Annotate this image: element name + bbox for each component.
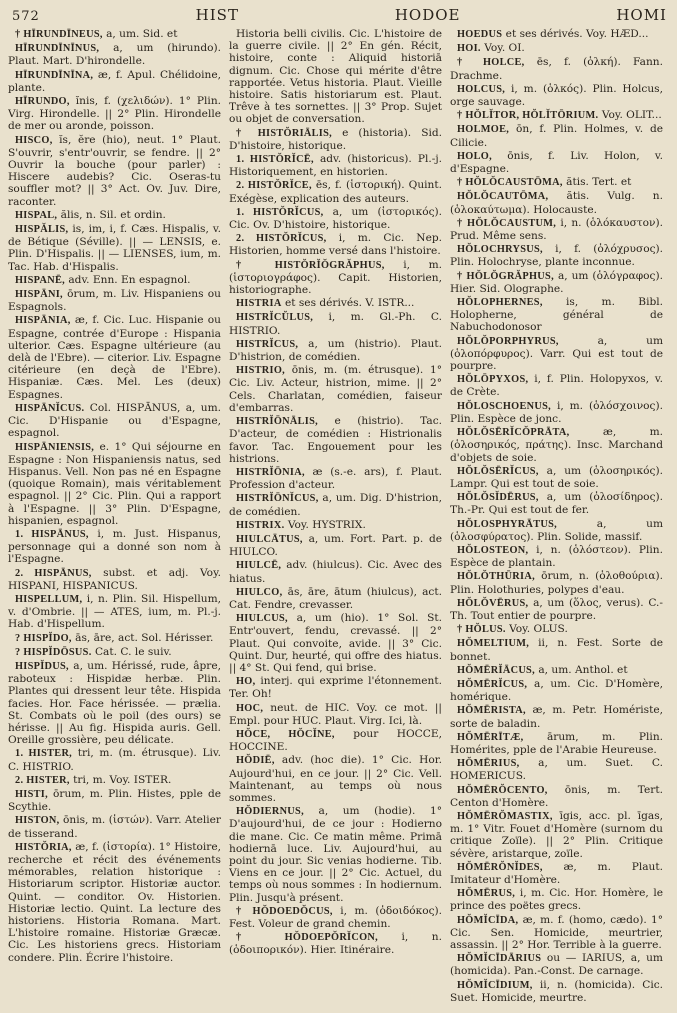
column-2: [229, 28, 442, 1013]
headword: HOLCUS,: [457, 83, 506, 95]
dictionary-entry: [450, 28, 663, 41]
definition-text: a, um (ὁλοσίδηρος). Th.-Pr. Qui est tout de fer.: [450, 491, 663, 517]
dictionary-entry: [8, 69, 221, 94]
dictionary-entry: [450, 243, 663, 268]
dictionary-entry: [8, 567, 221, 592]
headword: HISTI,: [15, 788, 48, 800]
definition-text: æ, f. Cic. Luc. Hispanie ou Espagne, contrée d'Europe : Hispania ulterior. Cæs. Espagne ultérieure (au delà de l'Ebre). — citerior. Liv. Espagne citérieure (en deçà de l'Ebre). Hispaniæ. Cæs. Mel. Les (deux) Espagnes.: [8, 314, 221, 401]
definition-text: ĭnis, f. (χελιδών). 1° Plin. Virg. Hirondelle. || 2° Plin. Hirondelle de mer ou aronde, poisson.: [8, 95, 221, 133]
dictionary-entry: [450, 400, 663, 425]
definition-text: a, um. Cic. D'Homère, homérique.: [450, 677, 663, 704]
headword: † HĪRUNDĪNEUS,: [15, 29, 103, 40]
dictionary-entry: [450, 784, 663, 809]
definition-text: Voy. OI.: [484, 42, 525, 55]
dictionary-entry: [450, 217, 663, 242]
definition-text: ōrum, m. Liv. Hispaniens ou Espagnols.: [8, 288, 221, 314]
headword: HOC,: [236, 702, 264, 714]
dictionary-entry: [229, 519, 442, 532]
headword: † HISTŎRIĀLIS,: [236, 127, 333, 139]
headword: ? HISPĬDO,: [15, 632, 72, 644]
headword: HIULCUS,: [236, 613, 288, 625]
definition-text: ătis. Vulg. n. (ὁλοκαύτωμα). Holocauste.: [450, 190, 663, 216]
headword: HŎLOSPHYRĀTUS,: [457, 518, 558, 530]
header-left-word: HIST: [195, 6, 239, 24]
headword: HISPĂLIS,: [15, 224, 69, 236]
dictionary-entry: [8, 28, 221, 41]
dictionary-entry: [450, 757, 663, 782]
dictionary-entry: [229, 338, 442, 363]
definition-text: ōnis, m. (ἱστών). Varr. Atelier de tisserand.: [8, 814, 221, 840]
dictionary-entry: [229, 559, 442, 584]
headword: † HŎLŎGRĂPHUS,: [457, 270, 554, 282]
definition-text: i, m. Just. Hispanus, personnage qui a donné son nom à l'Espagne.: [8, 527, 221, 566]
definition-text: adv. Enn. En espagnol.: [68, 273, 191, 286]
headword: 1. HISTŎRĬCUS,: [236, 206, 324, 218]
dictionary-entry: [450, 190, 663, 215]
definition-text: is, m. Bibl. Holopherne, général de Nabuchodonosor: [450, 296, 663, 334]
definition-text: Cat. C. le suiv.: [94, 645, 172, 658]
definition-text: a, um (hio). 1° Sol. St. Entr'ouvert, fendu, crevassé. || 2° Plaut. Qui convoite, avide. || 3° Cic. Quint. Dur, heurté, qui offre des hiatus. || 4° St. Qui fend, qui brise.: [229, 612, 442, 674]
dictionary-entry: [229, 259, 442, 297]
columns: [8, 28, 671, 1013]
headword: HŎLŎSĬDĒRUS,: [457, 492, 539, 504]
definition-text: æ (s.-e. ars), f. Plaut. Profession d'acteur.: [229, 465, 442, 492]
headword: HŎMĬCĪDA,: [457, 914, 519, 926]
dictionary-entry: [450, 887, 663, 912]
headword: HOEDUS: [457, 29, 503, 40]
headword: HOLMOE,: [457, 124, 510, 136]
dictionary-entry: [450, 109, 663, 122]
definition-text: a, um (hodie). 1° D'aujourd'hui, de ce jour : Hodierno die mane. Cic. Ce matin même. Primā hodiernā luce. Liv. Aujourd'hui, au point du jour. Sic venias hodierne. Tib. Viens en ce jour. || 2° Cic. Actuel, du temps où nous sommes : In hodiernum. Plin. Jusqu'à présent.: [229, 805, 442, 904]
dictionary-entry: [8, 288, 221, 313]
headword: HŎDIĒ,: [236, 755, 275, 767]
headword: † HŎDOEPŎRĬCON,: [236, 932, 379, 944]
dictionary-entry: [229, 311, 442, 336]
headword: HŎLŌPYXOS,: [457, 374, 529, 386]
definition-text: subst. et adj. Voy. HISPANI, HISPANICUS.: [8, 566, 221, 592]
dictionary-entry: [229, 466, 442, 491]
dictionary-entry: [229, 415, 442, 465]
dictionary-entry: [229, 728, 442, 753]
headword: † HŎDOEDŎCUS,: [236, 905, 333, 917]
dictionary-entry: [229, 702, 442, 727]
definition-text: ās, āre, ātum (hiulcus), act. Cat. Fendre, crevasser.: [229, 585, 442, 611]
dictionary-entry: [229, 297, 442, 310]
definition-text: ou — IARIUS, a, um (homicida). Pan.-Const. De carnage.: [450, 952, 663, 978]
definition-text: a, um (ὁλοσηρικός). Lampr. Qui est tout de soie.: [450, 464, 663, 490]
headword: HISPĬDUS,: [15, 660, 69, 672]
dictionary-entry: [229, 28, 442, 126]
definition-text: a, um (ὁλοσφύρατος). Plin. Solide, massif.: [450, 517, 663, 543]
definition-text: i, m. Cic. Hor. Homère, le prince des poëtes grecs.: [450, 887, 663, 913]
headword: HĪRUNDĪNĪNUS,: [15, 43, 100, 55]
headword: HISTŎRIA,: [15, 841, 72, 853]
dictionary-entry: [8, 134, 221, 208]
headword: HISPANĒ,: [15, 274, 65, 286]
dictionary-entry: [229, 805, 442, 904]
definition-text: ătis. Tert. et: [566, 176, 632, 189]
dictionary-entry: [8, 209, 221, 222]
definition-text: ās, āre, act. Sol. Hérisser.: [75, 631, 214, 644]
dictionary-entry: [450, 570, 663, 595]
dictionary-entry: [8, 660, 221, 746]
definition-text: ōnis, m. (m. étrusque). 1° Cic. Liv. Acteur, histrion, mime. || 2° Cels. Charlatan, comédien, faiseur d'embarras.: [229, 364, 442, 414]
definition-text: a, um (hirundo). Plaut. Mart. D'hirondelle.: [8, 42, 221, 68]
headword: † HŎLUS.: [457, 624, 506, 636]
definition-text: æ, m. Petr. Homériste, sorte de baladin.: [450, 704, 663, 730]
definition-text: et ses dérivés. Voy. HÆD...: [505, 28, 649, 40]
dictionary-entry: [450, 465, 663, 490]
dictionary-entry: [8, 95, 221, 133]
definition-text: et ses dérivés. V. ISTR...: [284, 297, 415, 310]
definition-text: i, m. (ὁλκός). Plin. Holcus, orge sauvage.: [450, 82, 663, 109]
dictionary-entry: [8, 814, 221, 839]
page-number: 572: [12, 9, 40, 24]
definition-text: ōn, f. Plin. Holmes, v. de Cilicie.: [450, 123, 663, 149]
headword: 1. HISTŎRĬCĒ,: [236, 154, 314, 166]
definition-text: adv. (historicus). Pl.-j. Historiquement, en historien.: [229, 153, 442, 179]
definition-text: a, um (ὁλόγραφος). Hier. Sid. Olographe.: [450, 269, 663, 295]
dictionary-entry: [229, 612, 442, 674]
headword: HISTON,: [15, 815, 60, 827]
headword: 2. HISTŎRĬCE,: [236, 180, 312, 192]
dictionary-entry: [450, 637, 663, 662]
headword: HISPAL,: [15, 209, 58, 221]
headword: HĪRUNDĪNĪNA,: [15, 69, 94, 81]
headword: HOI.: [457, 43, 481, 55]
headword: 1. HISTER,: [15, 748, 73, 760]
definition-text: ōrum, n. (ὁλοθούρια). Plin. Holothuries, polypes d'eau.: [450, 570, 663, 596]
header-right-word: HOMI: [616, 6, 667, 24]
definition-text: is, im, i, f. Cæs. Hispalis, v. de Bétique (Séville). || — LENSIS, e. Plin. D'Hispalis. || — LIENSES, ium, m. Tac. Hab. d'Hispalis.: [8, 223, 221, 273]
definition-text: a, um (ὁλοπόρφυρος). Varr. Qui est tout de pourpre.: [450, 334, 663, 373]
dictionary-entry: [450, 952, 663, 977]
definition-text: pour HOCCE, HOCCINE.: [229, 727, 442, 754]
headword: HISPELLUM,: [15, 593, 83, 605]
header-center-word: HODOE: [394, 6, 461, 24]
definition-text: ēs, f. (ἱστορική). Quint. Exégèse, explication des auteurs.: [229, 179, 442, 205]
dictionary-entry: [450, 150, 663, 175]
dictionary-entry: [229, 206, 442, 231]
dictionary-entry: [229, 153, 442, 178]
headword: HŎMĒRŎMASTIX,: [457, 810, 553, 822]
definition-text: a, um (ἱστορικός). Cic. Ov. D'histoire, historique.: [229, 205, 442, 232]
headword: HŎMĒRISTA,: [457, 705, 526, 717]
headword: † HŎLĬTOR, HŎLĬTŌRIUM.: [457, 110, 599, 122]
dictionary-entry: [229, 931, 442, 956]
dictionary-entry: [8, 223, 221, 273]
headword: 1. HISPĀNUS,: [15, 528, 89, 540]
headword: HŎLŎSĒRĬCUS,: [457, 465, 539, 477]
definition-text: interj. qui exprime l'étonnement. Ter. Oh!: [229, 675, 442, 701]
dictionary-entry: [450, 704, 663, 729]
headword: HŎMĒRIUS,: [457, 758, 520, 770]
dictionary-entry: [8, 774, 221, 787]
headword: HŎMELTIUM,: [457, 638, 530, 650]
headword: HŎLOCHRYSUS,: [457, 244, 543, 256]
dictionary-entry: [450, 426, 663, 464]
definition-text: īgis, acc. pl. īgas, m. 1° Vitr. Fouet d'Homère (surnom du critique Zoïle). || 2° Plin. Critique sévère, aristarque, zoïle.: [450, 809, 663, 860]
headword: 2. HISTŎRĬCUS,: [236, 233, 327, 245]
headword: HŎLOPHERNES,: [457, 297, 543, 309]
definition-text: tri, m. Voy. ISTER.: [73, 773, 172, 786]
headword: HĪRUNDO,: [15, 96, 70, 108]
dictionary-entry: [229, 364, 442, 414]
definition-text: a, um (histrio). Plaut. D'histrion, de comédien.: [229, 337, 442, 364]
definition-text: e (histrio). Tac. D'acteur, de comédien : Histrionalis favor. Tac. Engouement pour les histrions.: [229, 415, 442, 465]
dictionary-entry: [8, 646, 221, 659]
headword: HŎLŎSĒRĬCŎPRĀTA,: [457, 427, 570, 439]
definition-text: Voy. HYSTRIX.: [287, 518, 366, 531]
definition-text: ōnis, m. Tert. Centon d'Homère.: [450, 783, 663, 809]
dictionary-entry: [450, 664, 663, 677]
headword: HIULCĒ,: [236, 560, 282, 572]
definition-text: tri, m. (m. étrusque). Liv. C. HISTRIO.: [8, 747, 221, 773]
headword: HISCO,: [15, 134, 53, 146]
dictionary-entry: [450, 623, 663, 636]
definition-text: ōnis, f. Liv. Holon, v. d'Espagne.: [450, 149, 663, 176]
dictionary-entry: [8, 841, 221, 964]
dictionary-entry: [229, 533, 442, 558]
definition-text: e (historia). Sid. D'histoire, historique.: [229, 126, 442, 152]
headword: HISTRIA: [236, 298, 282, 310]
headword: HOLO,: [457, 150, 492, 162]
dictionary-entry: [229, 179, 442, 204]
headword: HŎCE, HŎCĬNE,: [236, 728, 335, 740]
headword: 2. HISTER,: [15, 774, 70, 786]
dictionary-entry: [450, 373, 663, 398]
headword: HIULCĀTUS,: [236, 533, 303, 545]
headword: HISPĀNIENSIS,: [15, 441, 95, 453]
headword: HISTRĬCUS,: [236, 338, 299, 350]
dictionary-entry: [450, 678, 663, 703]
headword: HŎMĒRŎNĬDES,: [457, 861, 543, 873]
headword: HŎLŎVĒRUS,: [457, 597, 529, 609]
definition-text: ēs, f. (ὁλκή). Fann. Drachme.: [450, 56, 663, 82]
headword: HISPĀNIA,: [15, 315, 71, 327]
headword: HISTRĬŌNĬCUS,: [236, 493, 319, 505]
dictionary-entry: [450, 979, 663, 1004]
definition-text: ōrum, m. Plin. Histes, pple de Scythie.: [8, 787, 221, 814]
headword: HISPĀNĬCUS.: [15, 402, 85, 414]
running-header: [12, 6, 667, 24]
headword: HO,: [236, 676, 256, 688]
definition-text: i, m. Cic. Nep. Historien, homme versé dans l'histoire.: [229, 232, 442, 258]
dictionary-entry: [8, 42, 221, 67]
dictionary-entry: [450, 176, 663, 189]
headword: HŎMĒRŎCENTO,: [457, 784, 548, 796]
headword: HŎLOSCHOENUS,: [457, 400, 552, 412]
headword: 2. HISPĀNUS,: [15, 567, 92, 579]
headword: HŎMĬCĪDĀRIUS: [457, 953, 542, 965]
definition-text: æ, f. (ἱστορία). 1° Histoire, recherche et récit des événements mémorables, relation historique : Historiarum scriptor. Historiæ auctor. Quint. — conditor. Ov. Historien. Historiæ lectio. Quint. La lecture des historiens. Historia Romana. Mart. L'histoire romaine. Historiæ Græcæ. Cic. Les historiens grecs. Historiam condere. Plin. Écrire l'histoire.: [8, 840, 221, 964]
definition-text: i, m. (ὁδοιδόκος). Fest. Voleur de grand chemin.: [229, 904, 442, 931]
column-3: [450, 28, 663, 1013]
dictionary-entry: [450, 491, 663, 516]
definition-text: i, f. Plin. Holopyxos, v. de Crète.: [450, 373, 663, 399]
definition-text: i, n. (ὁλόστεον). Plin. Espèce de plantain.: [450, 543, 663, 570]
dictionary-entry: [450, 597, 663, 622]
definition-text: Voy. OLIT...: [601, 109, 662, 122]
definition-text: neut. de HIC. Voy. ce mot. || Empl. pour HUC. Plaut. Virg. Ici, là.: [229, 701, 442, 727]
definition-text: Historia belli civilis. Cic. L'histoire de la guerre civile. || 2° En gén. Récit, histoire, conte : Aliquid historiā dignum. Cic. Chose qui mérite d'être rapportée. Vetus historia. Plaut. Vieille histoire. Satis historiarum est. Plaut. Trêve à tes sornettes. || 3° Prop. Sujet ou objet de conversation.: [229, 28, 442, 126]
dictionary-entry: [450, 123, 663, 148]
headword: HISTRIX.: [236, 519, 285, 531]
dictionary-entry: [450, 83, 663, 108]
headword: HIULCO,: [236, 586, 283, 598]
dictionary-entry: [450, 56, 663, 81]
definition-text: ii, n. (homicida). Cic. Suet. Homicide, meurtre.: [450, 978, 663, 1004]
column-1: [8, 28, 221, 1013]
headword: † HŎLŎCAUSTUM,: [457, 217, 557, 229]
dictionary-entry: [8, 593, 221, 631]
definition-text: ălis, n. Sil. et ordin.: [60, 208, 166, 221]
dictionary-entry: [450, 296, 663, 334]
dictionary-entry: [8, 747, 221, 772]
definition-text: i, n. (ὁδοιπορικόν). Hier. Itinéraire.: [229, 931, 442, 957]
dictionary-entry: [229, 586, 442, 611]
dictionary-entry: [450, 731, 663, 756]
definition-text: ii, n. Fest. Sorte de bonnet.: [450, 637, 663, 663]
definition-text: a, um. Anthol. et: [538, 663, 628, 676]
headword: HŎMĬCĪDIUM,: [457, 979, 533, 991]
headword: HŎMĒRĪTÆ,: [457, 731, 524, 743]
headword: HISTRIO,: [236, 365, 286, 377]
definition-text: i, f. (ὁλόχρυσος). Plin. Holochryse, plante inconnue.: [450, 243, 663, 269]
definition-text: a, um. Sid. et: [106, 28, 178, 40]
definition-text: a, um. Dig. D'histrion, de comédien.: [229, 492, 442, 518]
headword: HŎLŎPORPHYRUS,: [457, 335, 559, 347]
dictionary-entry: [229, 492, 442, 517]
headword: HISTRĬŌNĀLIS,: [236, 416, 319, 428]
definition-text: i, m. (ἱστοριογράφος). Capit. Historien, historiographe.: [229, 258, 442, 297]
definition-text: i, n. (ὁλόκαυστον). Prud. Même sens.: [450, 216, 663, 243]
definition-text: æ, m. (ὁλοσηρικός, πράτης). Insc. Marchand d'objets de soie.: [450, 426, 663, 464]
dictionary-entry: [229, 232, 442, 257]
definition-text: i, n. Plin. Sil. Hispellum, v. d'Ombrie. || — ATES, ium, m. Pl.-j. Hab. d'Hispellum.: [8, 592, 221, 631]
dictionary-entry: [8, 314, 221, 400]
definition-text: e. 1° Qui séjourne en Espagne : Non Hispaniensis natus, sed Hispanus. Vell. Non pas né en Espagne (quoique Romain), mais véritablement espagnol. || 2° Cic. Plin. Qui a rapport à l'Espagne. || 3° Plin. D'Espagne, hispanien, espagnol.: [8, 440, 221, 527]
definition-text: ārum, m. Plin. Homérites, pple de l'Arabie Heureuse.: [450, 730, 663, 756]
definition-text: ĭs, ĕre (hio), neut. 1° Plaut. S'ouvrir, s'entr'ouvrir, se fendre. || 2° Ouvrir la bouche (pour parler) : Hiscere audebis? Cic. Oseras-tu souffler mot? || 3° Act. Ov. Juv. Dire, raconter.: [8, 133, 221, 208]
dictionary-entry: [450, 42, 663, 55]
headword: ? HISPĬDŌSUS.: [15, 646, 92, 658]
dictionary-entry: [450, 861, 663, 886]
definition-text: a, um. Fort. Part. p. de HIULCO.: [229, 532, 442, 559]
definition-text: æ, m. f. (homo, cædo). 1° Cic. Sen. Homicide, meurtrier, assassin. || 2° Hor. Terrible à la guerre.: [450, 913, 663, 952]
dictionary-entry: [229, 754, 442, 804]
definition-text: adv. (hoc die). 1° Cic. Hor. Aujourd'hui, en ce jour. || 2° Cic. Vell. Maintenant, au temps où nous sommes.: [229, 754, 442, 804]
dictionary-entry: [8, 788, 221, 813]
dictionary-entry: [8, 402, 221, 440]
headword: HŎMĒRĬĀCUS,: [457, 664, 535, 676]
headword: HISTRĬCŬLUS,: [236, 312, 314, 324]
headword: HŎLOSTEON,: [457, 544, 529, 556]
dictionary-entry: [229, 127, 442, 152]
dictionary-entry: [450, 810, 663, 860]
headword: HŎMĒRUS,: [457, 888, 516, 900]
headword: † HŎLŎCAUSTŌMA,: [457, 177, 563, 189]
headword: HŎDIERNUS,: [236, 806, 304, 818]
headword: † HISTŎRĬŎGRĂPHUS,: [236, 259, 385, 271]
dictionary-entry: [229, 675, 442, 700]
definition-text: i, m. Gl.-Ph. C. HISTRIO.: [229, 311, 442, 337]
definition-text: a, um. Suet. C. HOMERICUS.: [450, 757, 663, 783]
dictionary-entry: [8, 274, 221, 287]
headword: HŎLŎCAUTŌMA,: [457, 191, 549, 203]
dictionary-entry: [450, 335, 663, 373]
definition-text: æ, m. Plaut. Imitateur d'Homère.: [450, 860, 663, 886]
definition-text: Voy. OLUS.: [509, 623, 568, 636]
dictionary-entry: [450, 544, 663, 569]
headword: HŎMĒRĬCUS,: [457, 678, 528, 690]
headword: † HOLCE,: [457, 57, 525, 69]
definition-text: a, um (ὅλος, verus). C.-Th. Tout entier de pourpre.: [450, 596, 663, 622]
dictionary-entry: [450, 914, 663, 952]
definition-text: adv. (hiulcus). Cic. Avec des hiatus.: [229, 559, 442, 585]
definition-text: Col. HISPĀNUS, a, um. Cic. D'Hispanie ou d'Espagne, espagnol.: [8, 401, 221, 440]
headword: HŎLŎTHŪRIA,: [457, 571, 535, 583]
dictionary-entry: [229, 905, 442, 930]
definition-text: a, um. Hérissé, rude, âpre, raboteux : Hispidæ herbæ. Plin. Plantes qui dressent leur tête. Hispida facies. Hor. Face hérissée. — prælia. St. Combats où le poil (des ours) se hérisse. || Au fig. Hispida auris. Gell. Oreille grossière, peu délicate.: [8, 659, 221, 747]
definition-text: æ, f. Apul. Chélidoine, plante.: [8, 68, 221, 94]
definition-text: i, m. (ὁλόσχοινος). Plin. Espèce de jonc.: [450, 399, 663, 425]
dictionary-entry: [450, 518, 663, 543]
headword: HISPĀNI,: [15, 289, 63, 301]
headword: HISTRĬŌNIA,: [236, 466, 305, 478]
dictionary-entry: [8, 528, 221, 566]
dictionary-entry: [8, 632, 221, 645]
dictionary-entry: [450, 270, 663, 295]
dictionary-entry: [8, 441, 221, 527]
